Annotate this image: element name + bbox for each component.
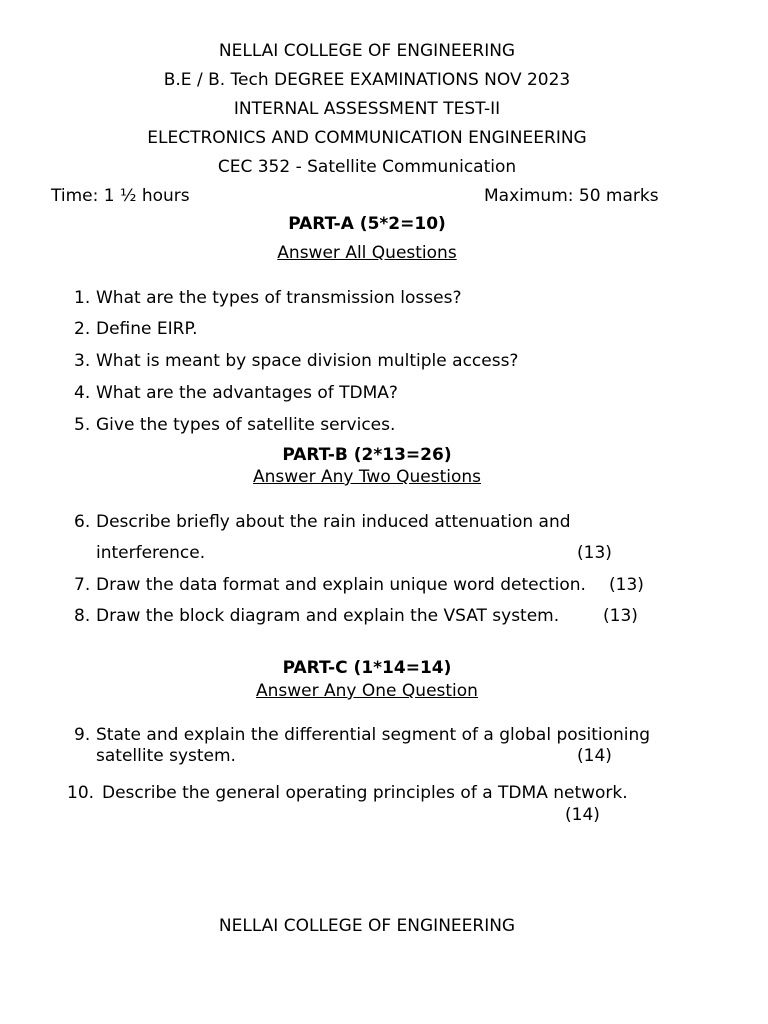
- question-text-continued: interference.: [96, 543, 206, 563]
- question-marks: (13): [603, 606, 638, 626]
- question-number: 2.: [74, 319, 91, 339]
- part-c-title: PART-C (1*14=14): [282, 658, 452, 678]
- question-text: What are the advantages of TDMA?: [96, 383, 398, 403]
- question-text: Give the types of satellite services.: [96, 415, 396, 435]
- exam-title: B.E / B. Tech DEGREE EXAMINATIONS NOV 2023: [163, 70, 571, 90]
- question-number: 3.: [74, 351, 91, 371]
- college-name: NELLAI COLLEGE OF ENGINEERING: [218, 41, 516, 61]
- department-name: ELECTRONICS AND COMMUNICATION ENGINEERING: [147, 128, 587, 148]
- question-text: Describe briefly about the rain induced attenuation and: [96, 512, 571, 532]
- question-text: Define EIRP.: [96, 319, 198, 339]
- test-title: INTERNAL ASSESSMENT TEST-II: [233, 99, 501, 119]
- question-text-continued: satellite system.: [96, 746, 236, 766]
- question-marks: (13): [609, 575, 644, 595]
- question-marks: (14): [565, 805, 600, 825]
- maximum-marks: Maximum: 50 marks: [484, 186, 659, 206]
- question-marks: (14): [577, 746, 612, 766]
- part-b-instruction: Answer Any Two Questions: [252, 467, 482, 487]
- question-number: 4.: [74, 383, 91, 403]
- question-text: What is meant by space division multiple access?: [96, 351, 519, 371]
- question-marks: (13): [577, 543, 612, 563]
- exam-duration: Time: 1 ½ hours: [51, 186, 190, 206]
- part-a-title: PART-A (5*2=10): [288, 214, 446, 234]
- part-c-instruction: Answer Any One Question: [256, 681, 478, 701]
- question-number: 7.: [74, 575, 91, 595]
- question-number: 1.: [74, 288, 91, 308]
- footer-college-name: NELLAI COLLEGE OF ENGINEERING: [218, 916, 516, 936]
- part-a-instruction: Answer All Questions: [277, 243, 457, 263]
- question-text: State and explain the differential segment of a global positioning: [96, 725, 651, 745]
- question-text: What are the types of transmission losses?: [96, 288, 462, 308]
- course-title: CEC 352 - Satellite Communication: [217, 157, 517, 177]
- question-number: 10.: [67, 783, 95, 803]
- question-text: Draw the block diagram and explain the VSAT system.: [96, 606, 560, 626]
- question-text: Draw the data format and explain unique word detection.: [96, 575, 586, 595]
- question-number: 6.: [74, 512, 91, 532]
- question-number: 9.: [74, 725, 91, 745]
- question-number: 5.: [74, 415, 91, 435]
- part-b-title: PART-B (2*13=26): [282, 445, 452, 465]
- question-number: 8.: [74, 606, 91, 626]
- question-text: Describe the general operating principles of a TDMA network.: [102, 783, 628, 803]
